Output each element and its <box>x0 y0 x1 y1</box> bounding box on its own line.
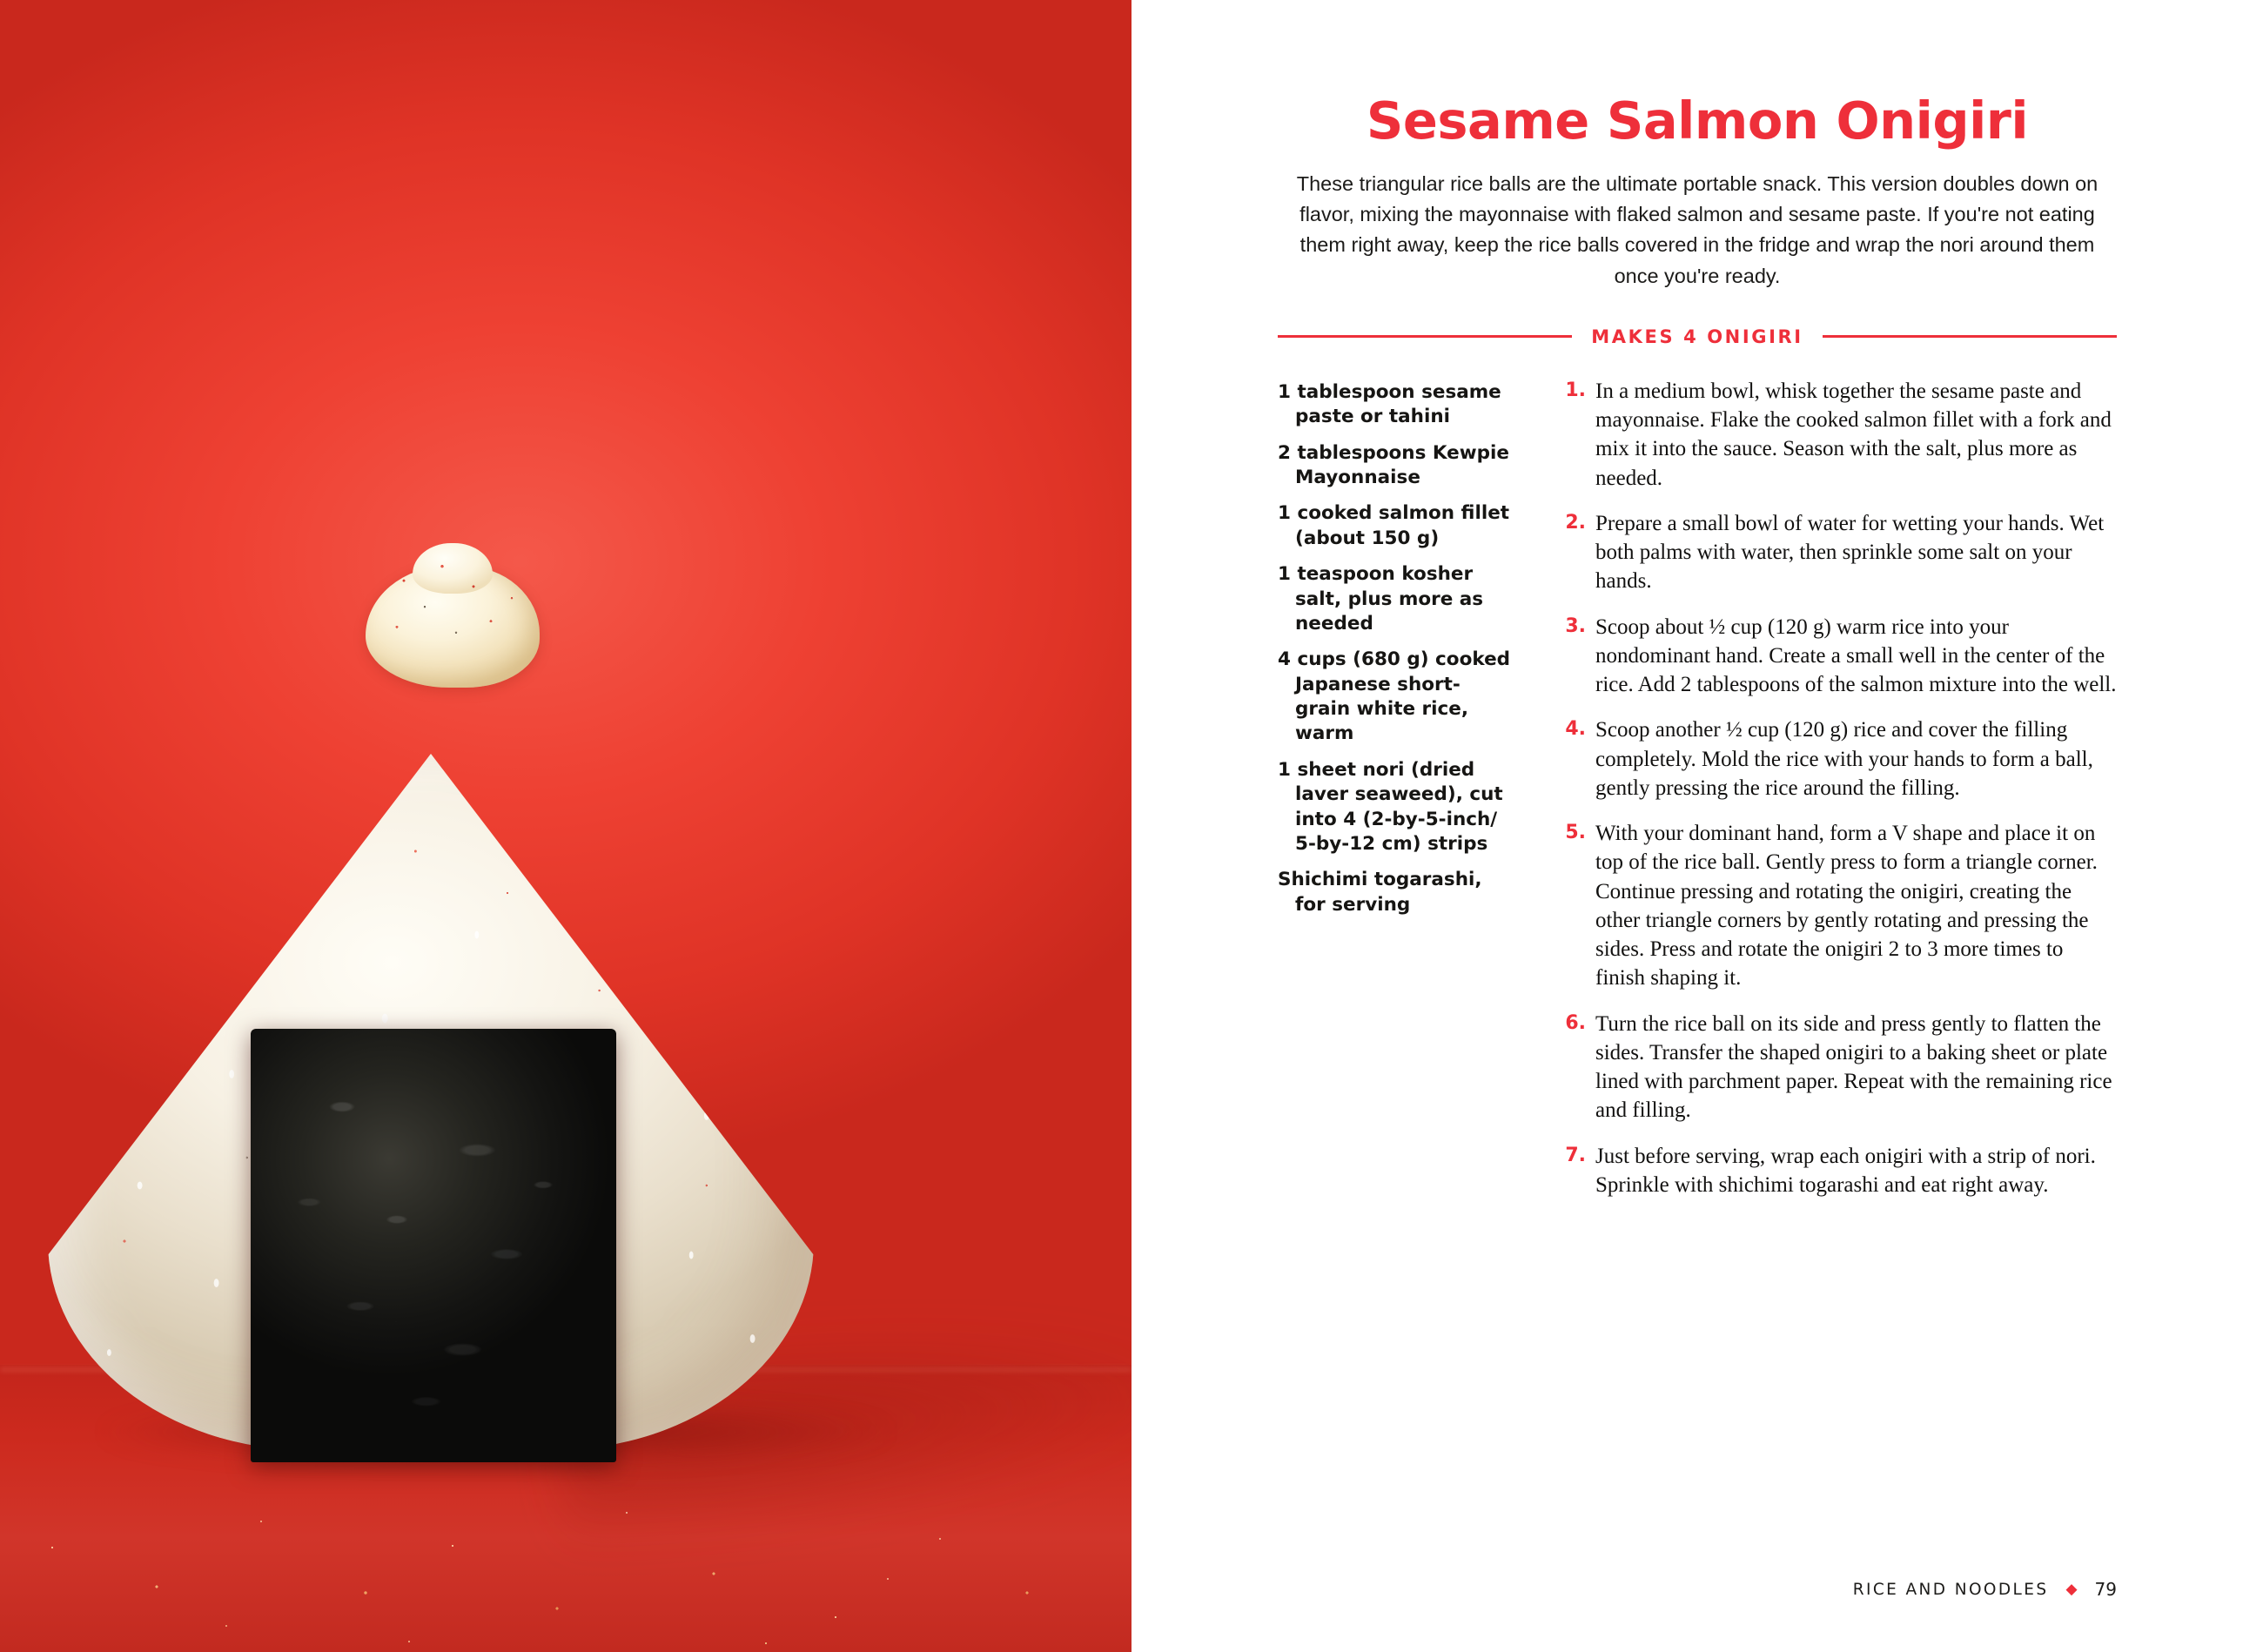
instruction-step <box>1563 509 2117 596</box>
yield-divider <box>1278 326 2117 347</box>
divider-rule-right <box>1823 335 2117 338</box>
ingredient-item: 2 tablespoons Kewpie Mayonnaise <box>1278 441 1509 489</box>
instruction-list <box>1563 377 2117 1216</box>
instruction-step <box>1563 1142 2117 1200</box>
recipe-page <box>1132 0 2263 1652</box>
ingredient-item: Shichimi togarashi, for serving <box>1278 869 1482 916</box>
footer-separator-icon: ◆ <box>2065 1580 2078 1598</box>
instruction-step <box>1563 1010 2117 1125</box>
step-text: Turn the rice ball on its side and press gently to flatten the sides. Transfer the shaped onigiri to a baking sheet or plate lined with parchment paper. Repeat with the remaining rice and filling. <box>1595 1011 2112 1123</box>
instruction-step <box>1563 819 2117 993</box>
ingredient-list <box>1278 377 1514 929</box>
step-number: 5. <box>1565 822 1586 844</box>
step-text: In a medium bowl, whisk together the sesame paste and mayonnaise. Flake the cooked salmon fillet with a fork and mix it into the sauce. Season with the salt, plus more as needed. <box>1595 379 2112 490</box>
ingredient-item: 4 cups (680 g) cooked Japanese short-grain white rice, warm <box>1278 648 1511 745</box>
step-number: 3. <box>1565 614 1586 637</box>
recipe-body <box>1278 377 2117 1216</box>
ingredient-item: 1 tablespoon sesame paste or tahini <box>1278 380 1501 428</box>
divider-rule-left <box>1278 335 1572 338</box>
step-number: 2. <box>1565 511 1586 534</box>
recipe-title: Sesame Salmon Onigiri <box>1366 91 2029 151</box>
step-text: Scoop another ½ cup (120 g) rice and cover the filling completely. Mold the rice with your hands to form a ball, gently pressing the rice around the filling. <box>1595 718 2093 800</box>
ingredient-item: 1 teaspoon kosher salt, plus more as needed <box>1278 563 1484 635</box>
togarashi-scatter <box>0 1365 1132 1652</box>
instruction-step <box>1563 377 2117 493</box>
step-text: Prepare a small bowl of water for wetting your hands. Wet both palms with water, then sprinkle some salt on your hands. <box>1595 511 2105 594</box>
step-text: With your dominant hand, form a V shape and place it on top of the rice ball. Gently press to form a triangle corner. Continue pressing and rotating the onigiri, creating the other triangle corners by gently rotating and pressing the sides. Press and rotate the onigiri 2 to 3 more times to finish shaping it. <box>1595 822 2098 991</box>
instruction-step <box>1563 715 2117 802</box>
ingredient-item: 1 cooked salmon fillet (about 150 g) <box>1278 502 1510 549</box>
footer-section-label: RICE AND NOODLES <box>1852 1580 2049 1599</box>
instruction-step <box>1563 613 2117 700</box>
step-number: 7. <box>1565 1144 1586 1166</box>
step-number: 4. <box>1565 718 1586 741</box>
step-number: 6. <box>1565 1011 1586 1034</box>
page-footer <box>1853 1579 2117 1600</box>
ingredient-item: 1 sheet nori (dried laver seaweed), cut into 4 (2-by-5-inch/ 5-by-12 cm) strips <box>1278 758 1503 855</box>
step-text: Scoop about ½ cup (120 g) warm rice into your nondominant hand. Create a small well in the center of the rice. Add 2 tablespoons of the salmon mixture into the well. <box>1595 614 2117 697</box>
yield-label: MAKES 4 ONIGIRI <box>1591 326 1803 347</box>
recipe-intro: These triangular rice balls are the ultimate portable snack. This version doubles down on flavor, mixing the mayonnaise with flaked salmon and sesame paste. If you're not eating them right away, keep the rice balls covered in the fridge and wrap the nori around them once you're ready. <box>1296 171 2098 287</box>
step-text: Just before serving, wrap each onigiri with a strip of nori. Sprinkle with shichimi togarashi and eat right away. <box>1595 1144 2096 1197</box>
page-number: 79 <box>2094 1579 2117 1600</box>
step-number: 1. <box>1565 379 1586 401</box>
